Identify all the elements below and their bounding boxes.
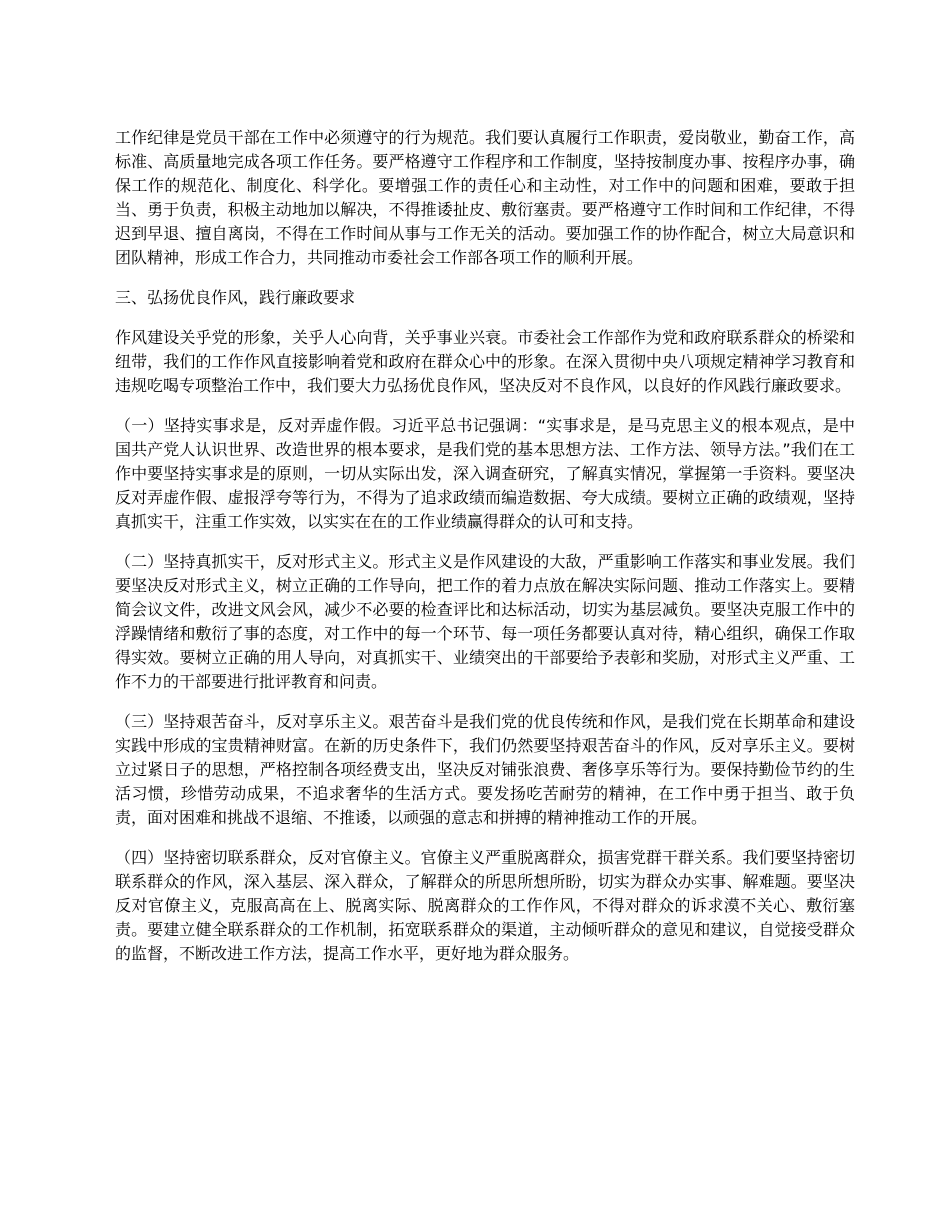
document-body xyxy=(115,126,855,982)
paragraph-point-3: （三）坚持艰苦奋斗，反对享乐主义。艰苦奋斗是我们党的优良传统和作风，是我们党在长期革命和建设实践中形成的宝贵精神财富。在新的历史条件下，我们仍然要坚持艰苦奋斗的作风，反对享乐主义。要树立过紧日子的思想，严格控制各项经费支出，坚决反对铺张浪费、奢侈享乐等行为。要保持勤俭节约的生活习惯，珍惜劳动成果，不追求奢华的生活方式。要发扬吃苦耐劳的精神，在工作中勇于担当、敢于负责，面对困难和挑战不退缩、不推诿，以顽强的意志和拼搏的精神推动工作的开展。 xyxy=(115,712,855,827)
section-heading-3: 三、弘扬优良作风，践行廉政要求 xyxy=(115,288,356,307)
paragraph-work-discipline: 工作纪律是党员干部在工作中必须遵守的行为规范。我们要认真履行工作职责，爱岗敬业，勤奋工作，高标准、高质量地完成各项工作任务。要严格遵守工作程序和工作制度，坚持按制度办事、按程序办事，确保工作的规范化、制度化、科学化。要增强工作的责任心和主动性，对工作中的问题和困难，要敢于担当、勇于负责，积极主动地加以解决，不得推诿扯皮、敷衍塞责。要严格遵守工作时间和工作纪律，不得迟到早退、擅自离岗，不得在工作时间从事与工作无关的活动。要加强工作的协作配合，树立大局意识和团队精神，形成工作合力，共同推动市委社会工作部各项工作的顺利开展。 xyxy=(115,128,855,267)
paragraph-point-4: （四）坚持密切联系群众，反对官僚主义。官僚主义严重脱离群众，损害党群干群关系。我们要坚持密切联系群众的作风，深入基层、深入群众，了解群众的所思所想所盼，切实为群众办实事、解难题。要坚决反对官僚主义，克服高高在上、脱离实际、脱离群众的工作作风，不得对群众的诉求漠不关心、敷衍塞责。要建立健全联系群众的工作机制，拓宽联系群众的渠道，主动倾听群众的意见和建议，自觉接受群众的监督，不断改进工作方法，提高工作水平，更好地为群众服务。 xyxy=(115,848,855,963)
paragraph-style-building: 作风建设关乎党的形象，关乎人心向背，关乎事业兴衰。市委社会工作部作为党和政府联系群众的桥梁和纽带，我们的工作作风直接影响着党和政府在群众心中的形象。在深入贯彻中央八项规定精神学习教育和违规吃喝专项整治工作中，我们要大力弘扬优良作风，坚决反对不良作风，以良好的作风践行廉政要求。 xyxy=(115,328,855,395)
paragraph-point-2: （二）坚持真抓实干，反对形式主义。形式主义是作风建设的大敌，严重影响工作落实和事业发展。我们要坚决反对形式主义，树立正确的工作导向，把工作的着力点放在解决实际问题、推动工作落实上。要精简会议文件，改进文风会风，减少不必要的检查评比和达标活动，切实为基层减负。要坚决克服工作中的浮躁情绪和敷衍了事的态度，对工作中的每一个环节、每一项任务都要认真对待，精心组织，确保工作取得实效。要树立正确的用人导向，对真抓实干、业绩突出的干部要给予表彰和奖励，对形式主义严重、工作不力的干部要进行批评教育和问责。 xyxy=(115,552,855,691)
paragraph-point-1: （一）坚持实事求是，反对弄虚作假。习近平总书记强调：“实事求是，是马克思主义的根本观点，是中国共产党人认识世界、改造世界的根本要求，是我们党的基本思想方法、工作方法、领导方法。”我们在工作中要坚持实事求是的原则，一切从实际出发，深入调查研究，了解真实情况，掌握第一手资料。要坚决反对弄虚作假、虚报浮夸等行为，不得为了追求政绩而编造数据、夸大成绩。要树立正确的政绩观，坚持真抓实干，注重工作实效，以实实在在的工作业绩赢得群众的认可和支持。 xyxy=(115,416,855,531)
